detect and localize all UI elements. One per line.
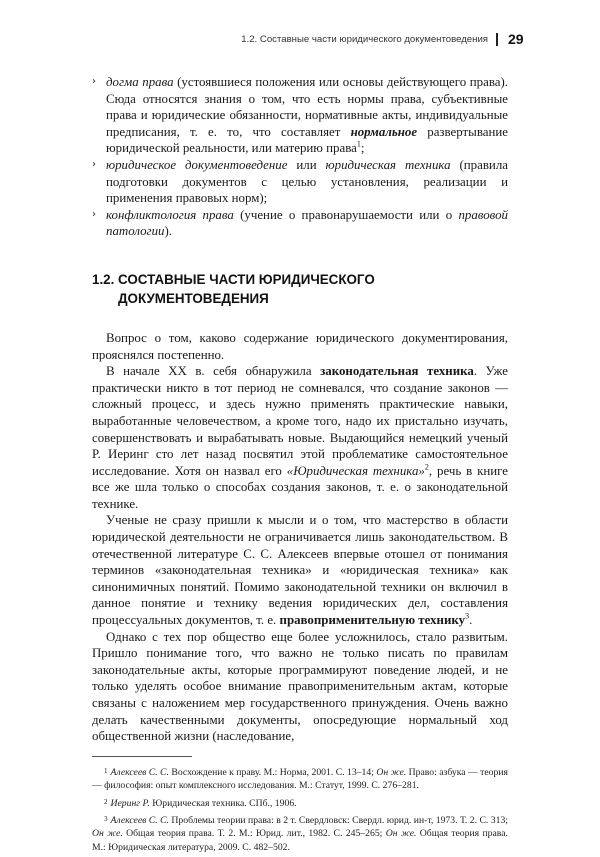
footnote-ref[interactable]: 1	[356, 140, 361, 150]
running-title: 1.2. Составные части юридического документоведения	[241, 34, 488, 45]
footnote-ref[interactable]: 2	[424, 462, 429, 472]
page-content	[92, 74, 508, 857]
paragraph: Ученые не сразу пришли к мысли и о том, что мастерство в области юридической деятельности не ограничивается лишь законодательством. В отечественной литературе С. С. Алексеев впервые отошел от понимания терминов «законодательная техника» и «юридическая техника» как синонимичных понятий. Помимо законодательной техники он включил в данное понятие и технику ведения юридических дел, составления процессуальных документов, т. е. правоприменительную технику$^3$.	[92, 513, 508, 628]
page-header	[0, 30, 600, 50]
bullet-icon: ›	[92, 208, 96, 220]
list-item: › догма права (устоявшиеся положения или основы действующего права). Сюда относятся знания о том, что есть нормы права, субъективные права и юридические обязанности, нормативные акты, индивидуальные предписания, т. е. то, что составляет нормальное развертывание юридической реальности, или материю права$^1$;	[92, 75, 508, 156]
bullet-icon: ›	[92, 158, 96, 170]
section-title: СОСТАВНЫЕ ЧАСТИ ЮРИДИЧЕСКОГО ДОКУМЕНТОВЕДЕНИЯ	[118, 271, 375, 306]
page-number: 29	[508, 31, 524, 47]
footnote-ref[interactable]: 3	[465, 611, 470, 621]
paragraph: Вопрос о том, каково содержание юридического документирования, прояснялся постепенно.	[92, 330, 508, 362]
section-number: 1.2.	[92, 271, 115, 287]
header-divider	[496, 33, 498, 46]
paragraph: В начале XX в. себя обнаружила законодательная техника. Уже практически никто в тот период не сомневался, что создание законов — сложный процесс, и здесь нужно применять практические навыки, выработанные человечеством, а кроме того, надо их пристально изучать, совершенствовать и вырабатывать новые. Выдающийся немецкий ученый Р. Иеринг сто лет назад посвятил этой проблематике самостоятельное исследование. Хотя он назвал его «Юридическая техника»$^2$, речь в книге все же шла только о способах создания законов, т. е. о законодательной технике.	[92, 364, 509, 511]
footnote: $^1$ Алексеев С. С. Восхождение к праву. М.: Норма, 2001. С. 13–14; Он же. Право: азбука — теория — философия: опыт комплексного исследования. М.: Статут, 1999. С. 276–281.	[92, 766, 508, 792]
list-item: › конфликтология права (учение о правонарушаемости или о правовой патологии).	[92, 207, 508, 239]
footnote: $^3$ Алексеев С. С. Проблемы теории права: в 2 т. Свердловск: Свердл. юрид. ин-т, 1973. Т. 2. С. 313; Он же. Общая теория права. Т. 2. М.: Юрид. лит., 1982. С. 245–265; Он же. Общая теория права. М.: Юридическая литература, 2009. С. 482–502.	[92, 815, 509, 853]
paragraph: Однако с тех пор общество еще более усложнилось, стало развитым. Пришло понимание того, что важно не только писать по правилам законодательные акты, которые программируют поведение людей, и не только уделять особое внимание правоприменительным актам, которые связаны с наложением мер государственного принуждения. Очень важно делать качественными документы, опосредующие нормальный ход общественной жизни (наследование,	[92, 629, 508, 744]
bullet-icon: ›	[92, 76, 96, 87]
footnote: $^2$ Иеринг Р. Юридическая техника. СПб., 1906.	[104, 797, 297, 809]
list-item: › юридическое документоведение или юридическая техника (правила подготовки документов с целью установления, реализации и применения правовых норм);	[92, 157, 508, 206]
section-heading	[92, 270, 508, 308]
footnote-divider	[92, 756, 192, 757]
bullet-list	[92, 74, 508, 240]
